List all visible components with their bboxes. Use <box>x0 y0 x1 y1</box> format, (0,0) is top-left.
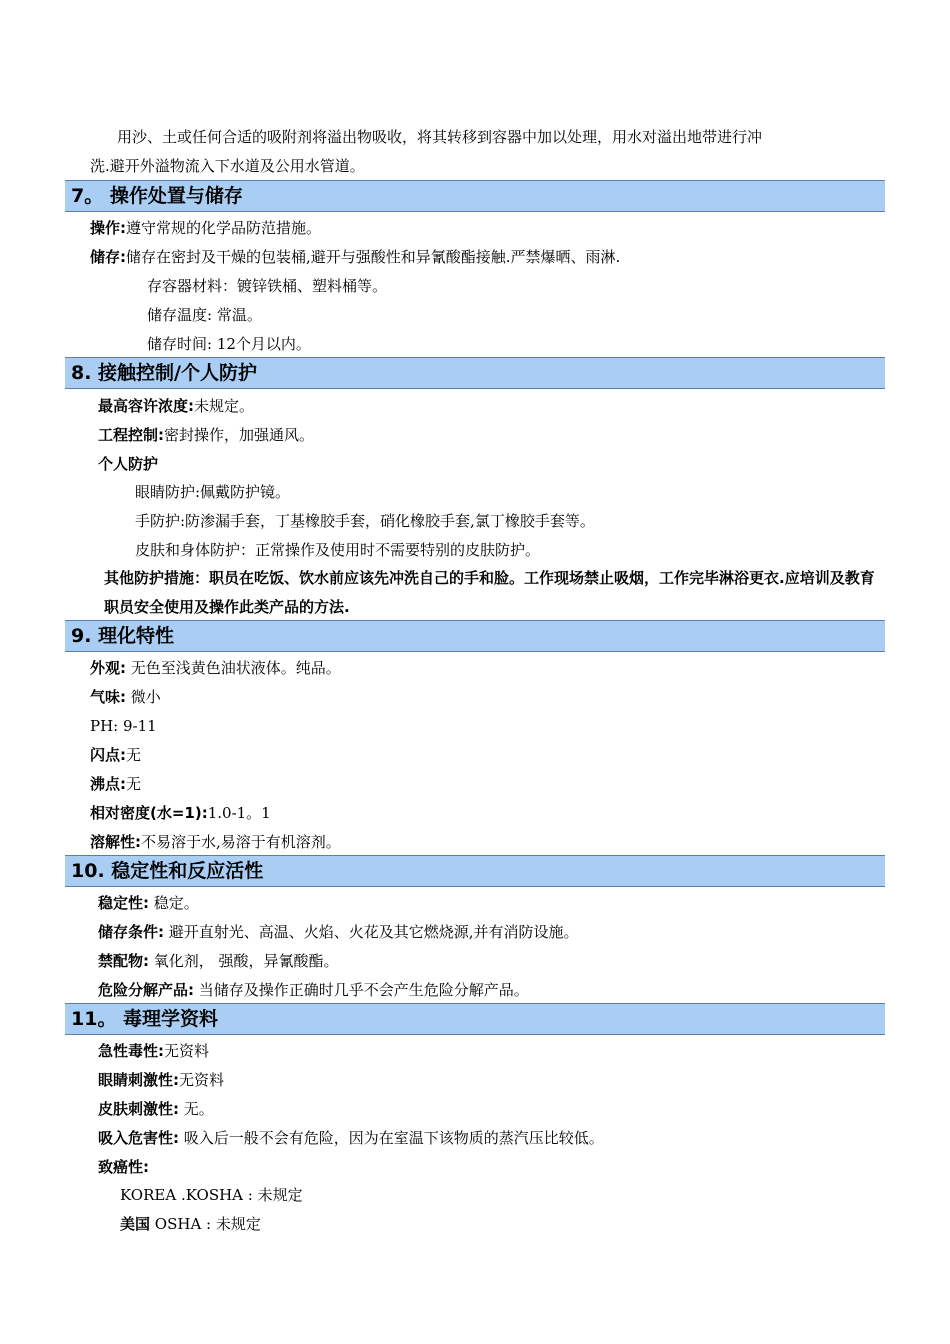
inhalation-hazard-text: 吸入后一般不会有危险，因为在室温下该物质的蒸汽压比较低。 <box>179 1129 604 1147</box>
eye-irritation-label: 眼睛刺激性: <box>98 1071 179 1089</box>
flash-point-text: 无 <box>126 746 142 764</box>
operation-text: 遵守常规的化学品防范措施。 <box>126 219 322 237</box>
storage-row <box>90 247 620 267</box>
operation-label: 操作: <box>90 219 126 237</box>
operation-row <box>90 218 321 238</box>
density-text: 1.0-1。1 <box>207 804 271 822</box>
flash-point-row <box>90 745 141 765</box>
stability-label: 稳定性: <box>98 894 149 912</box>
acute-toxicity-row <box>98 1041 209 1061</box>
spill-text-line1: 用沙、土或任何合适的吸附剂将溢出物吸收，将其转移到容器中加以处理，用水对溢出地带进行冲 <box>117 128 763 146</box>
section-9-header <box>65 620 885 652</box>
section-11-header <box>65 1003 885 1035</box>
storage-conditions-row <box>98 922 579 942</box>
boiling-point-label: 沸点: <box>90 775 126 793</box>
appearance-row <box>90 658 341 678</box>
storage-text: 储存在密封及干燥的包装桶,避开与强酸性和异氰酸酯接触.严禁爆晒、雨淋. <box>126 248 621 266</box>
skin-irritation-label: 皮肤刺激性: <box>98 1100 179 1118</box>
engineering-control-label: 工程控制: <box>98 426 164 444</box>
section-10-header <box>65 855 885 887</box>
section-9-title: 9. 理化特性 <box>71 625 175 647</box>
ph-row: PH: 9-11 <box>90 717 157 735</box>
storage-conditions-text: 避开直射光、高温、火焰、火花及其它燃烧源,并有消防设施。 <box>164 923 579 941</box>
incompatible-row <box>98 951 339 971</box>
storage-material: 存容器材料：镀锌铁桶、塑料桶等。 <box>147 277 388 295</box>
density-row <box>90 803 271 823</box>
eye-protection: 眼睛防护:佩戴防护镜。 <box>135 483 291 501</box>
engineering-control-text: 密封操作，加强通风。 <box>164 426 315 444</box>
decomposition-label: 危险分解产品: <box>98 981 194 999</box>
odor-text: 微小 <box>126 688 161 706</box>
usa-label: 美国 <box>120 1215 151 1233</box>
korea-kosha-row: KOREA .KOSHA : 未规定 <box>120 1186 303 1204</box>
odor-row <box>90 687 161 707</box>
storage-label: 储存: <box>90 248 126 266</box>
boiling-point-text: 无 <box>126 775 142 793</box>
acute-toxicity-label: 急性毒性: <box>98 1042 164 1060</box>
decomposition-text: 当储存及操作正确时几乎不会产生危险分解产品。 <box>194 981 529 999</box>
hand-protection: 手防护:防渗漏手套，丁基橡胶手套，硝化橡胶手套,氯丁橡胶手套等。 <box>135 512 595 530</box>
solubility-text: 不易溶于水,易溶于有机溶剂。 <box>141 833 341 851</box>
incompatible-label: 禁配物: <box>98 952 149 970</box>
carcinogenicity-label: 致癌性: <box>98 1158 149 1176</box>
spill-text-line2: 洗.避开外溢物流入下水道及公用水管道。 <box>90 157 365 175</box>
stability-text: 稳定。 <box>149 894 199 912</box>
solubility-row <box>90 832 341 852</box>
personal-protection-label: 个人防护 <box>98 455 159 473</box>
appearance-text: 无色至浅黄色油状液体。纯品。 <box>126 659 341 677</box>
section-8-title: 8. 接触控制/个人防护 <box>71 362 257 384</box>
density-label: 相对密度(水=1): <box>90 804 208 822</box>
decomposition-row <box>98 980 529 1000</box>
max-concentration-label: 最高容许浓度: <box>98 397 194 415</box>
eye-irritation-text: 无资料 <box>179 1071 225 1089</box>
storage-time: 储存时间: 12个月以内。 <box>147 335 311 353</box>
solubility-label: 溶解性: <box>90 833 141 851</box>
inhalation-hazard-row <box>98 1128 604 1148</box>
section-11-title: 11。 毒理学资料 <box>71 1008 219 1030</box>
max-concentration-row <box>98 396 254 416</box>
appearance-label: 外观: <box>90 659 126 677</box>
max-concentration-text: 未规定。 <box>194 397 255 415</box>
section-7-title: 7。 操作处置与储存 <box>71 185 243 207</box>
acute-toxicity-text: 无资料 <box>164 1042 210 1060</box>
odor-label: 气味: <box>90 688 126 706</box>
section-7-header <box>65 180 885 212</box>
skin-protection: 皮肤和身体防护：正常操作及使用时不需要特别的皮肤防护。 <box>135 541 541 559</box>
flash-point-label: 闪点: <box>90 746 126 764</box>
usa-osha-row <box>120 1214 261 1234</box>
section-8-header <box>65 357 885 389</box>
boiling-point-row <box>90 774 141 794</box>
skin-irritation-row <box>98 1099 214 1119</box>
storage-conditions-label: 储存条件: <box>98 923 164 941</box>
usa-osha-text: OSHA : 未规定 <box>150 1215 261 1233</box>
eye-irritation-row <box>98 1070 224 1090</box>
skin-irritation-text: 无。 <box>179 1100 214 1118</box>
other-protection-measures: 其他防护措施：职员在吃饭、饮水前应该先冲洗自己的手和脸。工作现场禁止吸烟，工作完毕淋浴更衣.应培训及教育职员安全使用及操作此类产品的方法. <box>104 569 875 616</box>
section-10-title: 10. 稳定性和反应活性 <box>71 860 264 882</box>
inhalation-hazard-label: 吸入危害性: <box>98 1129 179 1147</box>
incompatible-text: 氧化剂， 强酸，异氰酸酯。 <box>149 952 339 970</box>
storage-temperature: 储存温度: 常温。 <box>147 306 262 324</box>
engineering-control-row <box>98 425 314 445</box>
stability-row <box>98 893 199 913</box>
